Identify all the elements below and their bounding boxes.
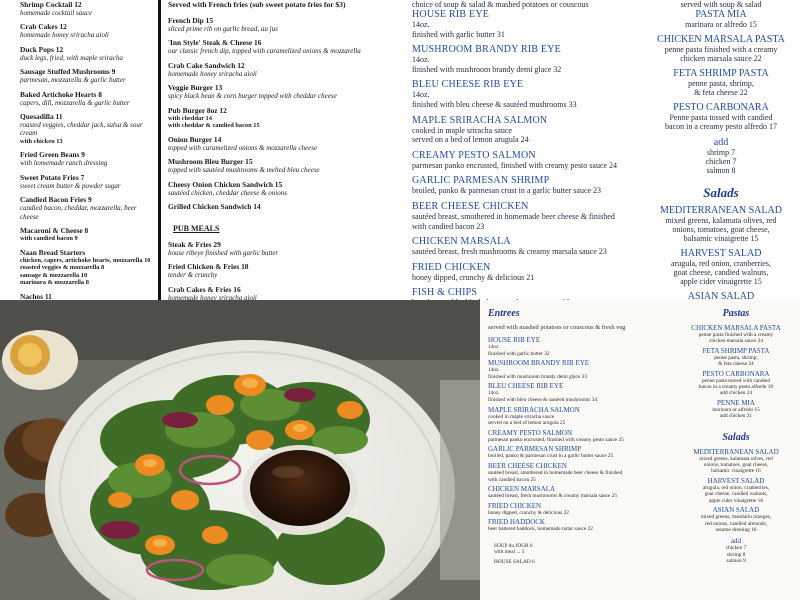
menu-item-title	[20, 248, 152, 257]
menu-item-description: mixed greens, mandarin oranges,	[700, 514, 772, 521]
menu-item-name: BEER CHEESE CHICKEN	[412, 200, 529, 212]
menu-item-description: penne pasta, shrimp,	[688, 79, 754, 88]
menu-item	[412, 236, 637, 257]
menu-item	[168, 106, 408, 130]
menu-item-name: Veggie Burger	[168, 83, 213, 93]
menu-item	[168, 240, 408, 257]
menu-item	[412, 201, 637, 231]
menu-item-title	[20, 90, 152, 99]
menu-item-price: 13	[214, 83, 223, 93]
printed-menu-photo	[480, 300, 800, 600]
menu-item-description: spicy black bean & corn burger topped with cheddar cheese	[168, 92, 337, 101]
menu-item-name: FETA SHRIMP PASTA	[702, 346, 770, 355]
menu-item	[642, 248, 800, 286]
sandwiches-list	[168, 16, 408, 211]
menu-item-description: apple cider vinaigrette 16	[709, 497, 763, 504]
menu-item-description: bacon in a creamy pesto alfredo 18	[698, 384, 774, 391]
menu-item-name: Crab Cakes	[20, 22, 58, 32]
menu-item-name: Fried Chicken & Fries	[168, 262, 240, 272]
menu-item-description: add chicken 21	[719, 413, 753, 420]
menu-item	[168, 202, 408, 211]
menu-item-description: beer battered haddock, homemade tartar sauce 22	[488, 526, 593, 533]
menu-item-title	[168, 38, 408, 47]
column-divider	[158, 0, 161, 300]
menu-item	[412, 115, 637, 145]
menu-item	[672, 399, 800, 420]
menu-item-description: & feta cheese 24	[718, 361, 754, 368]
menu-item-description: sautéed chicken, cheddar cheese & onions	[168, 188, 287, 197]
menu-item	[168, 16, 408, 33]
list-line: with meal ... 3	[494, 549, 525, 556]
menu-item	[168, 180, 408, 197]
menu-item	[168, 285, 408, 300]
menu-item-description: honey dipped, crunchy & delicious 21	[412, 272, 535, 282]
menu-item-description: sliced prime rib on garlic bread, au jus	[168, 25, 278, 33]
menu-item-description: sautéed breast, fresh mushrooms & creamy marsala sauce 23	[412, 247, 607, 257]
menu-item-name: Mushroom Bleu Burger	[168, 157, 244, 167]
menu-item-title	[168, 240, 408, 249]
menu-item	[488, 429, 670, 444]
menu-item-name: PESTO CARBONARA	[702, 369, 770, 378]
menu-item	[672, 477, 800, 504]
menu-item-option: with chicken 13	[20, 137, 63, 145]
menu-item-price: 12	[74, 0, 82, 9]
pastas-salads-column	[642, 0, 800, 300]
menu-item-name: HARVEST SALAD	[707, 476, 765, 485]
menu-item-description: apple cider vinaigrette 15	[680, 277, 762, 286]
menu-item-description: honey dipped, crunchy & delicious 22	[488, 509, 569, 516]
menu-item-name: PASTA MIA	[695, 9, 747, 20]
bottom-add-title: add	[730, 537, 742, 546]
menu-item-description: homemade cocktail sauce	[20, 9, 92, 17]
menu-item-name: ASIAN SALAD	[687, 291, 755, 300]
menu-item-name: CREAMY PESTO SALMON	[412, 149, 536, 161]
menu-item-name: 'Inn Style' Steak & Cheese	[168, 38, 253, 48]
menu-item	[672, 347, 800, 368]
menu-item	[672, 370, 800, 397]
menu-item-description: penne pasta, shrimp,	[714, 354, 758, 361]
menu-item-description: balsamic vinaigrette 16	[711, 468, 761, 475]
menu-item-description: with candied bacon 25	[488, 476, 536, 483]
add-list	[642, 148, 800, 175]
menu-item-price: 15	[205, 16, 214, 25]
menu-item-description: cooked in maple sriracha sauce	[488, 413, 555, 420]
list-line: chicken 7	[705, 157, 737, 166]
menu-item-description: parmesan panko encrusted, finished with creamy pesto sauce 25	[488, 436, 624, 443]
bottom-salads-list	[672, 448, 800, 534]
soup-du-jour	[488, 543, 670, 556]
menu-item	[488, 462, 670, 483]
menu-item-title	[168, 157, 408, 166]
menu-item-name: Quesadilla	[20, 112, 54, 122]
menu-item-price: 16	[233, 284, 241, 294]
menu-item-title	[168, 106, 408, 115]
menu-item-description: candied bacon, cheddar, mozzarella, beer cheese	[20, 204, 137, 221]
menu-item	[20, 112, 152, 145]
menu-item-name: Shrimp Cocktail	[20, 0, 73, 9]
menu-item-title	[168, 202, 408, 211]
menu-item	[488, 359, 670, 380]
menu-item-description: parmesan panko encrusted, finished with creamy pesto sauce 24	[412, 160, 618, 170]
menu-item-description: finished with bleu cheese & sautéed mushrooms 34	[488, 396, 598, 403]
menu-item-price: 18	[241, 262, 249, 272]
menu-item-description: 14oz.	[412, 55, 430, 65]
menu-item-description: sautéed breast, smothered in homemade beer cheese & finished	[488, 469, 623, 476]
menu-item-description: served on a bed of lemon arugula 25	[488, 420, 566, 427]
menu-item-description: arugula, red onion, cranberries,	[671, 259, 771, 268]
menu-item-description: roasted veggies, cheddar jack, salsa & sour cream	[20, 121, 143, 138]
menu-item-description: 14oz.	[412, 20, 430, 29]
list-line: salmon 8	[706, 166, 736, 175]
menu-item-price: 16	[254, 38, 262, 48]
menu-item	[20, 67, 152, 84]
menu-item-name: FRIED HADDOCK	[488, 518, 545, 527]
menu-item-option: roasted veggies & mozzarella 8	[20, 264, 105, 272]
menu-item-title	[20, 195, 152, 204]
menu-item-description: sautéed breast, smothered in homemade beer cheese & finished	[412, 211, 615, 221]
menu-item	[672, 448, 800, 475]
menu-item-price: 8	[84, 226, 89, 236]
menu-item	[168, 157, 408, 174]
menu-item	[20, 248, 152, 287]
menu-item	[488, 336, 670, 357]
menu-item-description: homemade honey sriracha aioli	[168, 69, 257, 78]
menu-item	[642, 102, 800, 131]
bottom-salads-heading: Salads	[722, 431, 750, 443]
menu-item-description: topped with caramelized onions & mozzarella cheese	[168, 143, 318, 152]
entrees-intro: choice of soup & salad & mashed potatoes or couscous	[412, 0, 589, 9]
menu-item-name: BLEU CHEESE RIB EYE	[412, 79, 524, 91]
menu-item-price: 12	[59, 22, 67, 32]
menu-item-description: broiled, panko & parmesan crust in a garlic butter sauce 25	[488, 453, 614, 460]
menu-item-title	[168, 135, 408, 144]
menu-item-description: our classic french dip, topped with caramelized onions & mozzarella	[168, 47, 361, 56]
menu-item-name: PESTO CARBONARA	[673, 102, 769, 113]
salads-heading: Salads	[703, 185, 739, 200]
menu-item-title	[20, 22, 152, 31]
entrees-list	[412, 9, 637, 300]
bar-menu-page	[0, 0, 412, 300]
pub-meals-list	[168, 240, 408, 300]
menu-item-title	[168, 83, 408, 92]
menu-item	[488, 406, 670, 427]
menu-item-name: Nachos	[20, 292, 43, 300]
menu-item-description: chicken marsala sauce 24	[709, 338, 763, 345]
menu-item	[672, 506, 800, 533]
menu-item	[168, 61, 408, 78]
entrees-heading: Entrees	[488, 308, 520, 319]
menu-item-description: finished with mushroom brandy demi glace 33	[488, 373, 587, 380]
list-line: salmon 9	[726, 558, 746, 565]
menu-item-name: GARLIC PARMESAN SHRIMP	[412, 175, 550, 187]
menu-item-name: Baked Artichoke Hearts	[20, 89, 97, 99]
menu-item-description: penne pasta finished with a creamy	[664, 45, 778, 54]
menu-item-option: with candied bacon 9	[20, 235, 78, 243]
menu-item-name: BEER CHEESE CHICKEN	[488, 461, 567, 470]
menu-item-price: 15	[274, 179, 283, 189]
menu-item-name: Crab Cake Sandwich	[168, 60, 236, 70]
menu-item-name: Candied Bacon Fries	[20, 195, 87, 205]
menu-item	[642, 205, 800, 243]
list-line: SOUP du JOUR 6	[494, 542, 533, 549]
menu-item	[642, 34, 800, 63]
menu-item	[642, 68, 800, 97]
menu-item-description: with homemade ranch dressing	[20, 159, 108, 168]
sandwiches-heading: Served with French fries (sub sweet potato fries for $3)	[168, 0, 346, 9]
entrees-column	[412, 0, 637, 300]
menu-item-description: sweet cream butter & powder sugar	[20, 181, 121, 190]
menu-item	[412, 150, 637, 171]
menu-item	[488, 518, 670, 533]
menu-item-name: HOUSE RIB EYE	[488, 336, 541, 344]
menu-item-price: 7	[80, 172, 85, 182]
menu-item-title	[20, 112, 152, 121]
bottom-entrees-list	[488, 336, 670, 533]
menu-item	[488, 485, 670, 500]
menu-item-description: balsamic vinaigrette 15	[683, 234, 759, 243]
menu-item-name: Onion Burger	[168, 134, 213, 144]
menu-item	[168, 38, 408, 55]
menu-item-description: capers, dill, mozzarella & garlic butter	[20, 98, 130, 107]
menu-item-description: penne pasta finished with a creamy	[698, 332, 774, 338]
menu-item-name: MEDITERRANEAN SALAD	[693, 447, 779, 456]
menu-item-name: HARVEST SALAD	[680, 248, 762, 259]
menu-item-name: Naan Bread Starters	[20, 247, 86, 257]
menu-item-description: finished with bleu cheese & sautéed mushrooms 33	[412, 99, 577, 109]
menu-item-name: MEDITERRANEAN SALAD	[660, 205, 782, 216]
menu-item	[412, 262, 637, 283]
menu-item-price: 11	[55, 112, 63, 122]
menu-item-price: 11	[44, 292, 52, 300]
menu-item-description: marinara or alfredo 15	[712, 406, 760, 413]
menu-item-name: CHICKEN MARSALA	[488, 485, 556, 494]
sandwiches-column	[168, 0, 408, 300]
menu-item	[20, 150, 152, 167]
bottom-add-ons	[672, 537, 800, 564]
pastas-intro: served with soup & salad	[680, 0, 762, 9]
menu-item-name: FRIED CHICKEN	[488, 501, 542, 510]
menu-item	[488, 445, 670, 460]
menu-item-option: with cheddar & candied bacon 15	[168, 122, 260, 130]
menu-item-description: finished with mushroom brandy demi glace 32	[412, 64, 562, 74]
menu-item-name: Pub Burger 8oz	[168, 105, 218, 115]
menu-item-name: CHICKEN MARSALA	[412, 236, 511, 248]
menu-item-name: CHICKEN MARSALA PASTA	[691, 324, 781, 332]
menu-item-title	[168, 180, 408, 189]
menu-item-title	[20, 173, 152, 182]
menu-item-description: homemade honey sriracha aioli	[168, 293, 257, 300]
bottom-add-list	[672, 545, 800, 564]
menu-item-name: PENNE MIA	[717, 398, 755, 407]
dinner-menu-page	[412, 0, 800, 300]
menu-item-name: BLEU CHEESE RIB EYE	[488, 382, 564, 391]
menu-item-name: GARLIC PARMESAN SHRIMP	[488, 445, 582, 454]
menu-item	[412, 9, 637, 39]
menu-item-option: sausage & mozzarella 10	[20, 271, 88, 279]
menu-item	[168, 262, 408, 279]
menu-item	[20, 226, 152, 243]
menu-item-option: with cheddar 14	[168, 114, 212, 122]
menu-item	[488, 502, 670, 517]
menu-item-description: onions, tomatoes, goat cheese,	[703, 462, 769, 469]
menu-item-description: parmesan, mozzarella & garlic butter	[20, 76, 126, 85]
menu-item-title	[168, 285, 408, 294]
menu-item-name: ASIAN SALAD	[712, 506, 760, 515]
menu-item-price: 15	[245, 157, 253, 167]
menu-item-description: 14oz.	[412, 90, 430, 100]
menu-item-name: MUSHROOM BRANDY RIB EYE	[488, 359, 590, 368]
menu-item-title	[20, 150, 152, 159]
menu-item-price: 14	[253, 202, 261, 212]
menu-item-name: Steak & Fries	[168, 240, 212, 250]
menu-item-name: FISH & CHIPS	[412, 287, 478, 299]
menu-item-description: duck legs, fried, with maple sriracha	[20, 53, 123, 62]
menu-item-price: 9	[87, 195, 92, 205]
bottom-entrees-column	[488, 308, 670, 565]
menu-item	[412, 44, 637, 74]
menu-item-title	[20, 292, 152, 300]
menu-item	[20, 22, 152, 39]
menu-item-name: Macaroni & Cheese	[20, 226, 83, 236]
menu-item-description: sesame dressing 16	[715, 526, 757, 533]
menu-item	[20, 173, 152, 190]
appetizers-column	[20, 0, 152, 300]
menu-item-title	[168, 262, 408, 271]
menu-item	[412, 175, 637, 196]
menu-item	[672, 324, 800, 345]
bottom-pastas-list	[672, 324, 800, 420]
menu-item-title	[20, 226, 152, 235]
menu-item-description: 14oz.	[488, 344, 500, 350]
menu-item	[412, 79, 637, 109]
house-salad: HOUSE SALAD 6	[494, 558, 535, 565]
menu-item-description: broiled, panko & parmesan crust in a garlic butter sauce 23	[412, 186, 602, 196]
menu-item-price: 14	[213, 134, 222, 144]
menu-item	[168, 135, 408, 152]
menu-item-name: French Dip	[168, 16, 204, 25]
menu-item-description: tender & crunchy	[168, 271, 218, 280]
menu-item-description: finished with garlic butter 32	[488, 350, 550, 357]
menu-item-description: goat cheese, candied walnuts,	[673, 268, 769, 277]
menu-item-description: homemade honey sriracha aioli	[20, 31, 109, 40]
menu-item-price: 12	[55, 44, 64, 54]
menu-item	[20, 195, 152, 221]
menu-item-name: FETA SHRIMP PASTA	[673, 68, 769, 79]
menu-item-description: cooked in maple sriracha sauce	[412, 125, 512, 135]
add-title: add	[713, 137, 729, 148]
menu-item-title	[168, 16, 408, 25]
menu-item-description: bacon in a creamy pesto alfredo 17	[665, 122, 777, 131]
bottom-entrees-intro: served with mashed potatoes or couscous & fresh veg	[488, 324, 626, 331]
menu-item-description: arugula, red onion, cranberries,	[702, 484, 770, 491]
menu-item-description: goat cheese, candied walnuts,	[704, 491, 768, 498]
menu-item-description: red onions, candied almonds,	[705, 520, 767, 527]
menu-item-description: with candied bacon 23	[412, 221, 485, 231]
menu-item	[412, 287, 637, 300]
menu-item-name: Sausage Stuffed Mushrooms	[20, 67, 110, 77]
menu-item	[168, 83, 408, 100]
menu-item-description: chicken marsala sauce 22	[680, 54, 762, 63]
menu-item-description: served on a bed of lemon arugula 24	[412, 135, 529, 145]
menu-item-price: 9	[111, 67, 116, 77]
menu-item-name: MAPLE SRIRACHA SALMON	[488, 405, 580, 414]
menu-item-name: HOUSE RIB EYE	[412, 9, 490, 20]
menu-item-name: CHICKEN MARSALA PASTA	[657, 34, 785, 45]
menu-item-description: topped with sautéed mushrooms & melted bleu cheese	[168, 166, 320, 175]
menu-item-price: 12	[219, 105, 227, 115]
menu-item-name: Duck Pops	[20, 44, 54, 54]
menu-item-description: mixed greens, kalamata olives, red	[665, 216, 777, 225]
menu-item	[20, 45, 152, 62]
menu-item-description: mixed greens, kalamata olives, red	[699, 455, 773, 462]
menu-item	[642, 291, 800, 300]
menu-item-name: FRIED CHICKEN	[412, 261, 491, 273]
menu-item-name: Grilled Chicken Sandwich	[168, 202, 252, 212]
salad-plate-image	[0, 300, 480, 600]
menu-item-name: Sweet Potato Fries	[20, 172, 79, 182]
menu-item-description: house ribeye finished with garlic butter	[168, 249, 279, 258]
menu-item-description: sautéed breast, fresh mushrooms & creamy marsala sauce 25	[488, 493, 617, 500]
menu-item-description: finished with garlic butter 31	[412, 29, 505, 39]
list-line: shrimp 8	[726, 551, 746, 558]
menu-item	[488, 382, 670, 403]
menu-item-title	[20, 45, 152, 54]
menu-item-description: onions, tomatoes, goat cheese,	[672, 225, 770, 234]
menu-item	[20, 0, 152, 17]
menu-item-price: 9	[81, 150, 85, 160]
menu-item-price: 8	[98, 89, 102, 99]
menu-item-name: MUSHROOM BRANDY RIB EYE	[412, 44, 561, 56]
menu-item-description: add chicken 24	[719, 390, 753, 397]
salads-list	[642, 205, 800, 300]
menu-item-description: Penne pasta tossed with candied	[669, 113, 773, 122]
menu-item-price: 29	[213, 240, 221, 250]
menu-item-name: MAPLE SRIRACHA SALMON	[412, 114, 548, 126]
menu-item	[642, 9, 800, 29]
menu-item-description: marinara or alfredo 15	[685, 20, 757, 29]
menu-item	[20, 90, 152, 107]
menu-item	[20, 292, 152, 300]
menu-item-title	[168, 61, 408, 70]
pub-meals-title: PUB MEALS	[173, 224, 220, 234]
menu-item-name: Crab Cakes & Fries	[168, 284, 232, 294]
pastas-list	[642, 9, 800, 131]
pastas-heading: Pastas	[722, 308, 750, 319]
menu-item-price: 12	[237, 60, 245, 70]
menu-item-description: 14oz.	[488, 390, 500, 397]
menu-item-title	[20, 0, 152, 9]
menu-item-name: Cheesy Onion Chicken Sandwich	[168, 179, 273, 189]
menu-item-name: Fried Green Beans	[20, 150, 80, 160]
menu-item-description: penne pasta tossed with candied	[702, 377, 770, 384]
bottom-pastas-salads-column	[672, 308, 800, 565]
menu-item-option: marinara & mozzarella 8	[20, 279, 89, 287]
menu-item-name: CREAMY PESTO SALMON	[488, 428, 573, 437]
salad-photo	[0, 300, 480, 600]
menu-item-option: chicken, capers, artichoke hearts, mozzarella 10	[20, 256, 151, 264]
add-ons	[642, 137, 800, 175]
menu-item-description: 14oz.	[488, 367, 500, 374]
menu-item-description: & feta cheese 22	[694, 88, 748, 97]
list-line: chicken 7	[725, 545, 747, 552]
list-line: shrimp 7	[706, 148, 736, 157]
menu-item-title	[20, 67, 152, 76]
